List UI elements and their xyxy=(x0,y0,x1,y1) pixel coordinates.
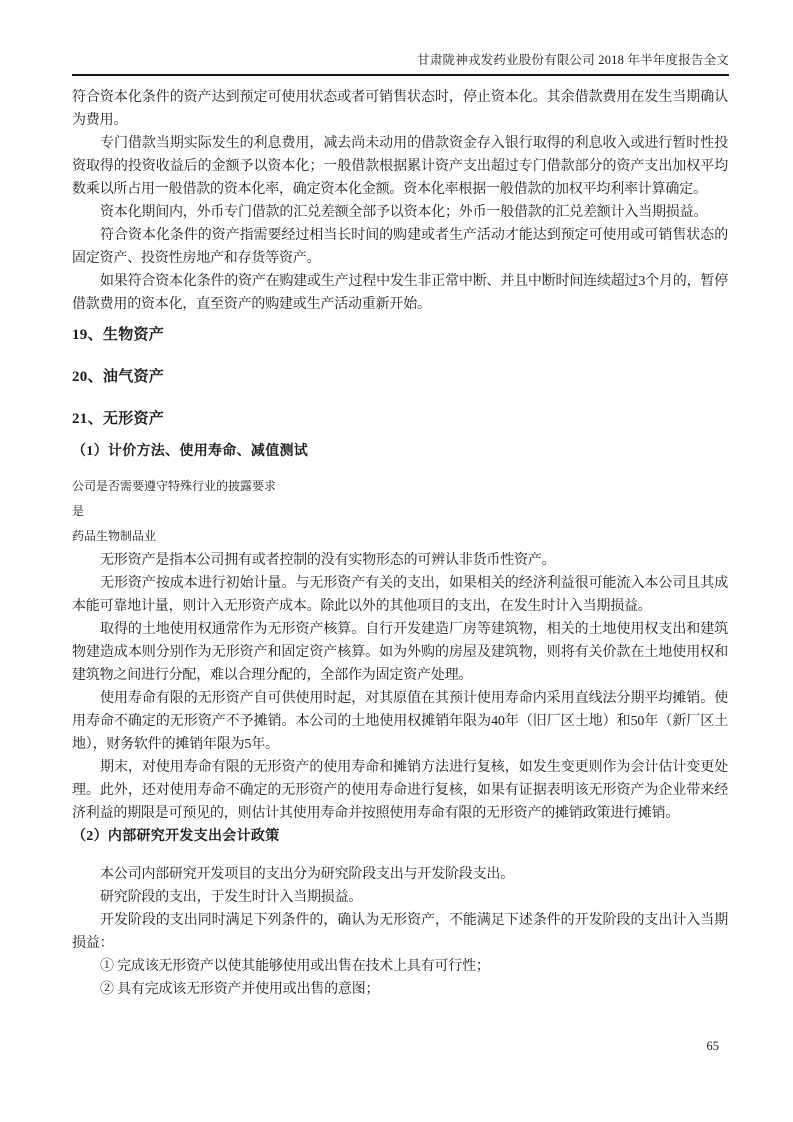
body-paragraph: 期末，对使用寿命有限的无形资产的使用寿命和摊销方法进行复核，如发生变更则作为会计估计变更处理。此外，还对使用寿命不确定的无形资产的使用寿命进行复核，如果有证据表明该无形资产为企业带来经济利益的期限是可预见的，则估计其使用寿命并按照使用寿命有限的无形资产的摊销政策进行摊销。 xyxy=(72,760,728,821)
body-paragraph: 如果符合资本化条件的资产在购建或生产过程中发生非正常中断、并且中断时间连续超过3个月的，暂停借款费用的资本化，直至资产的购建或生产活动重新开始。 xyxy=(72,274,728,312)
body-paragraph: ② 具有完成该无形资产并使用或出售的意图； xyxy=(100,982,380,997)
body-paragraph: 资本化期间内，外币专门借款的汇兑差额全部予以资本化；外币一般借款的汇兑差额计入当期损益。 xyxy=(100,205,708,220)
page-number: 65 xyxy=(706,1039,719,1053)
body-paragraph: 符合资本化条件的资产达到预定可使用状态或者可销售状态时，停止资本化。其余借款费用在发生当期确认为费用。 xyxy=(72,90,728,128)
section-heading: 19、生物资产 xyxy=(72,327,165,343)
running-header xyxy=(72,0,729,76)
disclosure-note: 公司是否需要遵守特殊行业的披露要求 xyxy=(72,479,277,493)
subsection-heading: （2）内部研究开发支出会计政策 xyxy=(72,829,280,844)
section-heading: 21、无形资产 xyxy=(72,411,165,427)
body-paragraph: ① 完成该无形资产以使其能够使用或出售在技术上具有可行性； xyxy=(100,959,490,974)
document-body xyxy=(72,86,728,1001)
disclosure-note: 药品生物制品业 xyxy=(72,529,157,543)
body-paragraph: 取得的土地使用权通常作为无形资产核算。自行开发建造厂房等建筑物，相关的土地使用权支出和建筑物建造成本则分别作为无形资产和固定资产核算。如为外购的房屋及建筑物，则将有关价款在土地使用权和建筑物之间进行分配，难以合理分配的，全部作为固定资产处理。 xyxy=(72,622,728,683)
body-paragraph: 符合资本化条件的资产指需要经过相当长时间的购建或者生产活动才能达到预定可使用或可销售状态的固定资产、投资性房地产和存货等资产。 xyxy=(72,228,728,266)
body-paragraph: 本公司内部研究开发项目的支出分为研究阶段支出与开发阶段支出。 xyxy=(100,867,514,882)
body-paragraph: 无形资产是指本公司拥有或者控制的没有实物形态的可辨认非货币性资产。 xyxy=(100,553,556,568)
body-paragraph: 研究阶段的支出，于发生时计入当期损益。 xyxy=(100,890,363,905)
body-paragraph: 专门借款当期实际发生的利息费用，减去尚未动用的借款资金存入银行取得的利息收入或进行暂时性投资取得的投资收益后的金额予以资本化；一般借款根据累计资产支出超过专门借款部分的资产支出加权平均数乘以所占用一般借款的资本化率，确定资本化金额。资本化率根据一般借款的加权平均利率计算确定。 xyxy=(72,136,728,197)
disclosure-note: 是 xyxy=(72,504,85,518)
body-paragraph: 使用寿命有限的无形资产自可供使用时起，对其原值在其预计使用寿命内采用直线法分期平均摊销。使用寿命不确定的无形资产不予摊销。本公司的土地使用权摊销年限为40年（旧厂区土地）和50年（新厂区土地），财务软件的摊销年限为5年。 xyxy=(72,691,728,752)
body-paragraph: 无形资产按成本进行初始计量。与无形资产有关的支出，如果相关的经济利益很可能流入本公司且其成本能可靠地计量，则计入无形资产成本。除此以外的其他项目的支出，在发生时计入当期损益。 xyxy=(72,576,728,614)
subsection-heading: （1）计价方法、使用寿命、减值测试 xyxy=(72,444,309,459)
section-heading: 20、油气资产 xyxy=(72,369,165,385)
report-title: 甘肃陇神戎发药业股份有限公司 2018 年半年度报告全文 xyxy=(417,53,729,67)
body-paragraph: 开发阶段的支出同时满足下列条件的，确认为无形资产，不能满足下述条件的开发阶段的支出计入当期损益： xyxy=(72,913,728,951)
